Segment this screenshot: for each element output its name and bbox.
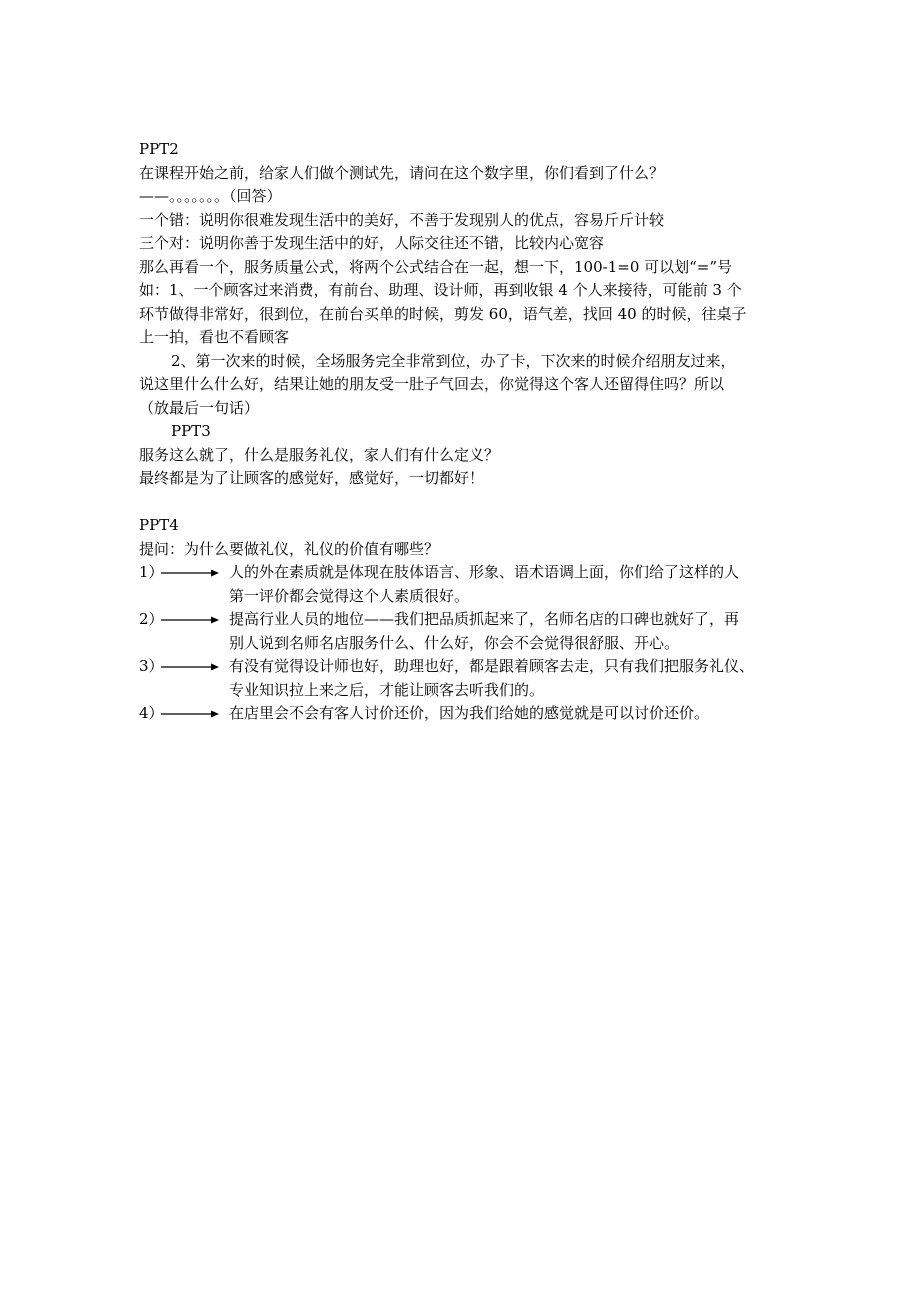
question-line: 提问：为什么要做礼仪，礼仪的价值有哪些？ xyxy=(139,539,440,558)
paragraph-line: ——。。。。。。。（回答） xyxy=(139,187,282,205)
list-item-number: 3） xyxy=(139,657,164,675)
blank-line xyxy=(139,491,799,515)
paragraph-line: （放最后一句话） xyxy=(139,398,260,417)
list-item xyxy=(139,702,799,726)
list-item-text: 第一评价都会觉得这个人素质很好。 xyxy=(229,586,470,605)
list-item xyxy=(139,561,799,608)
list-item-text: 别人说到名师名店服务什么、什么好，你会不会觉得很舒服、开心。 xyxy=(229,633,680,652)
section-title-ppt3: PPT3 xyxy=(171,422,211,440)
paragraph-line: 服务这么就了，什么是服务礼仪，家人们有什么定义？ xyxy=(139,445,500,464)
arrow-right-icon xyxy=(161,569,219,577)
list-item-text: 人的外在素质就是体现在肢体语言、形象、语术语调上面，你们给了这样的人 xyxy=(229,563,740,581)
list-item-text: 有没有觉得设计师也好，助理也好，都是跟着顾客去走，只有我们把服务礼仪、 xyxy=(229,657,755,675)
arrow-right-icon xyxy=(161,663,219,671)
paragraph-line: 说这里什么什么好，结果让她的朋友受一肚子气回去，你觉得这个客人还留得住吗？所以 xyxy=(139,375,725,393)
paragraph-line-indented: 2、第一次来的时候，全场服务完全非常到位，办了卡，下次来的时候介绍朋友过来， xyxy=(171,351,736,370)
list-item-text: 提高行业人员的地位——我们把品质抓起来了，名师名店的口碑也就好了，再 xyxy=(229,610,740,628)
paragraph-line: 如：1、一个顾客过来消费，有前台、助理、设计师，再到收银 4 个人来接待，可能前 3 个 xyxy=(139,281,742,299)
paragraph-line: 上一拍，看也不看顾客 xyxy=(139,328,290,346)
paragraph-line: 三个对：说明你善于发现生活中的好，人际交往还不错，比较内心宽容 xyxy=(139,234,605,252)
section-title-ppt2: PPT2 xyxy=(139,140,179,158)
list-item-number: 1） xyxy=(139,563,164,581)
list-item-text: 在店里会不会有客人讨价还价，因为我们给她的感觉就是可以讨价还价。 xyxy=(229,704,710,722)
section-title-ppt4: PPT4 xyxy=(139,516,179,534)
paragraph-line: 一个错：说明你很难发现生活中的美好，不善于发现别人的优点，容易斤斤计较 xyxy=(139,210,665,229)
paragraph-line: 在课程开始之前，给家人们做个测试先，请问在这个数字里，你们看到了什么？ xyxy=(139,163,665,182)
list-item-number: 4） xyxy=(139,704,164,722)
paragraph-line: 环节做得非常好，很到位，在前台买单的时候，剪发 60，语气差，找回 40 的时候，往桌子 xyxy=(139,304,747,323)
document-page xyxy=(139,138,799,726)
list-item-number: 2） xyxy=(139,610,164,628)
list-item xyxy=(139,655,799,702)
list-item-text: 专业知识拉上来之后，才能让顾客去听我们的。 xyxy=(229,680,545,699)
arrow-right-icon xyxy=(161,710,219,718)
list-item xyxy=(139,608,799,655)
arrow-right-icon xyxy=(161,616,219,624)
paragraph-line: 那么再看一个，服务质量公式，将两个公式结合在一起，想一下，100-1=0 可以划“=”号 xyxy=(139,257,733,276)
paragraph-line: 最终都是为了让顾客的感觉好，感觉好，一切都好！ xyxy=(139,469,485,487)
